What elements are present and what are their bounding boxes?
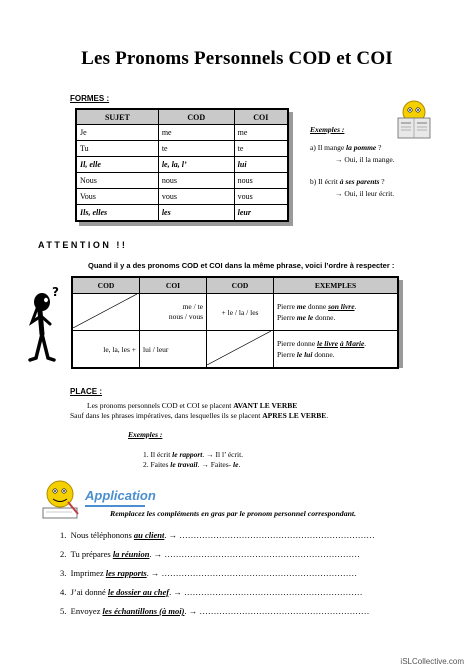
table-header-row (72, 277, 398, 294)
example-text: Pierre donne (277, 339, 317, 348)
answer-blank[interactable]: . → …………………………………………………… (184, 606, 370, 616)
thinking-figure-icon (22, 282, 66, 364)
example-text: Pierre (277, 313, 297, 322)
item-complement: le dossier au chef (107, 587, 170, 597)
header-coi: COI (140, 277, 207, 294)
header-sujet: SUJET (76, 109, 158, 125)
example-text: . (354, 302, 357, 311)
item-text: J’ai donné (70, 587, 108, 597)
diagonal-line (207, 331, 271, 365)
table-row (76, 189, 288, 205)
cell: Vous (76, 189, 158, 205)
example-text: 2. Faites (143, 460, 171, 469)
example-text: donne. (313, 313, 336, 322)
example-text: a) Il mange (310, 143, 347, 152)
example-bold: à ses parents (339, 177, 380, 186)
example-text: 1. Il écrit (143, 450, 173, 459)
example-text: Pierre (277, 350, 297, 359)
place-label: PLACE : (70, 387, 102, 396)
cell: le, la, les + (72, 331, 140, 369)
instruction-text: Remplacez les compléments en gras par le pronom personnel correspondant. (110, 509, 357, 518)
example-text: . → Faites- (197, 460, 234, 469)
answer-blank[interactable]: . → ……………………………………………………… (169, 587, 363, 597)
table-row (76, 125, 288, 141)
attention-heading: ATTENTION !! (38, 240, 128, 250)
item-complement: les échantillons (à moi) (102, 606, 185, 616)
example-underline: le livre (317, 339, 339, 348)
place-rules (70, 401, 430, 421)
diagonal-line (73, 294, 137, 328)
rule-text: Les pronoms personnels COD et COI se placent (87, 401, 234, 410)
item-complement: au client (133, 530, 165, 540)
cell: vous (234, 189, 288, 205)
smiley-writing-icon (38, 476, 84, 522)
item-number: 4. (60, 587, 67, 597)
example-text: ? (379, 177, 385, 186)
example-text: . (238, 460, 241, 469)
cell: te (158, 141, 234, 157)
rule-bold: AVANT LE VERBE (233, 401, 298, 410)
order-table (71, 276, 399, 369)
example-bold: le rapport (172, 450, 203, 459)
example-text: b) Il écrit (310, 177, 340, 186)
example-a (310, 142, 470, 154)
example-b-answer: → Oui, il leur écrit. (335, 189, 395, 198)
svg-text:?: ? (52, 285, 59, 299)
cell: Je (76, 125, 158, 141)
exercise-item (60, 568, 420, 578)
example-bold: me le (296, 313, 314, 322)
example-text: donne. (312, 350, 335, 359)
cell: nous (234, 173, 288, 189)
cell: lui / leur (140, 331, 207, 369)
cell: les (158, 205, 234, 222)
cell: Ils, elles (76, 205, 158, 222)
cell: lui (234, 157, 288, 173)
banner-underline (85, 505, 145, 507)
cell: le, la, l’ (158, 157, 234, 173)
page-title: Les Pronoms Personnels COD et COI (81, 48, 393, 69)
item-number: 3. (60, 568, 67, 578)
example-a-answer: → Oui, il la mange. (335, 155, 395, 164)
item-complement: la réunion (112, 549, 150, 559)
table-row (72, 331, 398, 369)
cell: Tu (76, 141, 158, 157)
header-cod-2: COD (207, 277, 274, 294)
item-text: Nous téléphonons (70, 530, 134, 540)
cell: me (158, 125, 234, 141)
header-cod: COD (158, 109, 234, 125)
rule-text: Sauf dans les phrases impératives, dans lesquelles ils se placent (70, 411, 263, 420)
cell-empty (72, 294, 140, 331)
cell: vous (158, 189, 234, 205)
exercise-item (60, 587, 420, 597)
table-row (76, 157, 288, 173)
item-text: Tu prépares (70, 549, 113, 559)
cell-example (274, 294, 399, 331)
exemples-title: Exemples : (310, 125, 345, 134)
example-bold: me (296, 302, 306, 311)
example-bold: le lui (296, 350, 313, 359)
header-exemples: EXEMPLES (274, 277, 399, 294)
cell: Nous (76, 173, 158, 189)
cell: nous (158, 173, 234, 189)
cell: me (234, 125, 288, 141)
table-row (76, 141, 288, 157)
answer-blank[interactable]: . → …………………………………………………………… (164, 530, 375, 540)
cell-example (274, 331, 399, 369)
attention-subtitle: Quand il y a des pronoms COD et COI dans la même phrase, voici l’ordre à respecter : (88, 261, 395, 270)
item-number: 5. (60, 606, 67, 616)
example-text: donne (305, 302, 329, 311)
header-cod: COD (72, 277, 140, 294)
place-examples (143, 450, 403, 470)
exercise-item (60, 606, 420, 616)
item-number: 1. (60, 530, 67, 540)
example-bold: le (233, 460, 239, 469)
item-number: 2. (60, 549, 67, 559)
formes-table (75, 108, 289, 222)
rule-bold: APRES LE VERBE (262, 411, 327, 420)
example-b (310, 176, 470, 188)
table-row (76, 205, 288, 222)
example-text: ? (376, 143, 382, 152)
example-underline: à Marie (339, 339, 365, 348)
cell: te (234, 141, 288, 157)
place-exemples-title: Exemples : (128, 430, 163, 439)
cell: me / te nous / vous (140, 294, 207, 331)
example-underline: son livre (328, 302, 355, 311)
table-header-row (76, 109, 288, 125)
item-text: Envoyez (70, 606, 103, 616)
example-bold: la pomme (346, 143, 377, 152)
cell: leur (234, 205, 288, 222)
answer-blank[interactable]: . → …………………………………………………………… (146, 568, 358, 578)
rule-text: . (326, 411, 329, 420)
cell: + le / la / les (207, 294, 274, 331)
example-bold: le travail (170, 460, 198, 469)
answer-blank[interactable]: . → …………………………………………………………… (149, 549, 360, 559)
example-text: . → Il l’ écrit. (202, 450, 244, 459)
example-text: Pierre (277, 302, 297, 311)
formes-label: FORMES : (70, 94, 110, 103)
exemples-block (310, 124, 470, 200)
item-complement: les rapports (105, 568, 147, 578)
item-text: Imprimez (70, 568, 106, 578)
table-row (72, 294, 398, 331)
footer-watermark[interactable]: iSLCollective.com (400, 657, 464, 666)
cell-empty (207, 331, 274, 369)
exercise-item (60, 549, 420, 559)
cell: Il, elle (76, 157, 158, 173)
example-text: . (364, 339, 367, 348)
exercise-item (60, 530, 420, 540)
header-coi: COI (234, 109, 288, 125)
table-row (76, 173, 288, 189)
application-banner: Application (85, 488, 156, 503)
